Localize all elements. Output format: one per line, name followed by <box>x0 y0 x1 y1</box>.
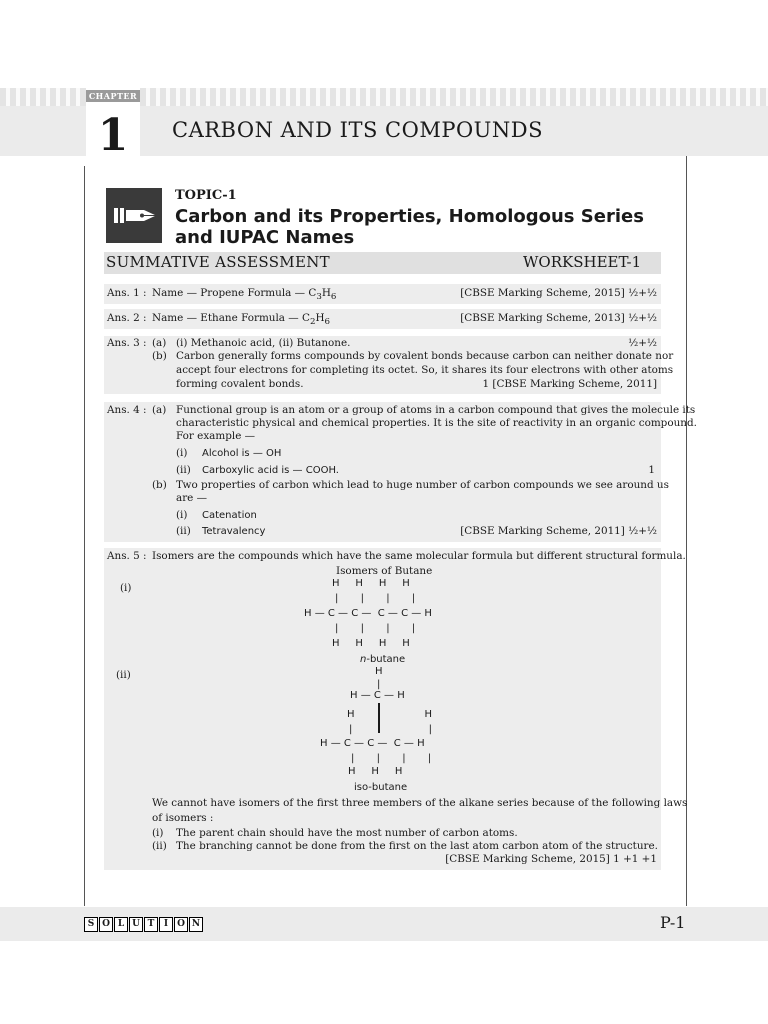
iso-butane-label: iso-butane <box>354 782 408 793</box>
answer-text <box>152 312 330 330</box>
marks: 1 <box>648 464 655 476</box>
answer-text: are — <box>176 492 208 504</box>
formula-part: H <box>315 312 325 324</box>
logo-letter: N <box>189 917 203 932</box>
solution-logo <box>84 917 204 933</box>
marking-ref: 1 [CBSE Marking Scheme, 2011] <box>482 378 657 390</box>
sub-tag: (i) <box>176 509 188 521</box>
structure-bonds: | | | | <box>335 623 416 634</box>
section-title: SUMMATIVE ASSESSMENT <box>106 253 330 271</box>
topic-label: TOPIC-1 <box>175 188 237 203</box>
left-rule <box>84 166 85 906</box>
part-tag: (b) <box>152 479 167 491</box>
answer-1 <box>104 284 661 304</box>
answer-text: Tetravalency <box>202 526 266 537</box>
isomers-title: Isomers of Butane <box>336 565 433 577</box>
structure-bonds: | | | | <box>351 753 432 764</box>
rule-text: The parent chain should have the most number of carbon atoms. <box>176 827 518 839</box>
n-prefix: n <box>360 654 367 665</box>
part-tag: (a) <box>152 337 167 349</box>
structure-bottom-h: H H H H <box>332 638 410 649</box>
chapter-number: 1 <box>97 110 129 161</box>
structure-hch: H — C — H <box>350 690 405 701</box>
structure-chain: H — C — C — C — H <box>320 738 425 749</box>
rule-tag: (ii) <box>152 840 167 852</box>
n-butane-label <box>360 653 405 667</box>
subscript: 6 <box>324 317 331 328</box>
chapter-title: CARBON AND ITS COMPOUNDS <box>172 118 543 142</box>
answer-text: Alcohol is — OH <box>202 448 282 459</box>
logo-letter: O <box>174 917 188 932</box>
answer-2 <box>104 309 661 329</box>
logo-letter: O <box>99 917 113 932</box>
n-butane-name: -butane <box>366 654 406 665</box>
marks: ½+½ <box>628 337 657 349</box>
logo-letter: S <box>84 917 98 932</box>
formula-part: H <box>321 287 331 299</box>
structure-bonds: | | <box>349 724 433 735</box>
answer-text: Carboxylic acid is — COOH. <box>202 465 339 476</box>
answer-text: characteristic physical and chemical properties. It is the site of reactivity in an organic compound. <box>176 417 697 429</box>
logo-letter: T <box>144 917 158 932</box>
structure-bond: | <box>377 679 381 690</box>
logo-letter: I <box>159 917 173 932</box>
answer-label: Ans. 2 : <box>107 312 147 324</box>
sub-tag: (ii) <box>176 525 191 537</box>
topic-title-line1: Carbon and its Properties, Homologous Series <box>175 206 644 227</box>
topic-title <box>175 206 644 248</box>
rule-text: The branching cannot be done from the first on the last atom carbon atom of the structure. <box>176 840 658 852</box>
subscript: 2 <box>309 317 316 328</box>
page-number: P-1 <box>660 913 686 932</box>
marking-ref: [CBSE Marking Scheme, 2015] ½+½ <box>460 287 657 299</box>
answer-text: Isomers are the compounds which have the same molecular formula but different structural formula. <box>152 550 686 562</box>
chapter-label: CHAPTER <box>86 90 140 102</box>
answer-label: Ans. 3 : <box>107 337 147 349</box>
answer-text-main: Name — Ethane Formula — C <box>152 312 310 324</box>
answer-5 <box>104 548 688 870</box>
worksheet-label: WORKSHEET-1 <box>523 253 642 271</box>
note-text: We cannot have isomers of the first three members of the alkane series because of the following laws <box>152 797 688 809</box>
answer-label: Ans. 5 : <box>107 550 147 562</box>
structure-h-row: H H <box>347 709 432 720</box>
answer-label: Ans. 1 : <box>107 287 147 299</box>
part-tag: (a) <box>152 404 167 416</box>
subscript: 3 <box>316 292 322 303</box>
structure-top-h: H H H H <box>332 578 410 589</box>
topic-title-line2: and IUPAC Names <box>175 227 355 248</box>
subscript: 6 <box>330 292 337 303</box>
isomer-tag: (i) <box>120 582 132 594</box>
marking-ref: [CBSE Marking Scheme, 2013] ½+½ <box>460 312 657 324</box>
note-text: of isomers : <box>152 812 214 824</box>
answer-3 <box>104 336 674 394</box>
marking-ref: [CBSE Marking Scheme, 2015] 1 +1 +1 <box>445 853 657 865</box>
answer-label: Ans. 4 : <box>107 404 147 416</box>
answer-text-main: Name — Propene Formula — C <box>152 287 317 299</box>
answer-text: (i) Methanoic acid, (ii) Butanone. <box>176 337 351 349</box>
answer-text: Catenation <box>202 510 257 521</box>
rule-tag: (i) <box>152 827 164 839</box>
structure-bottom-h: H H H <box>348 766 403 777</box>
answer-text: Two properties of carbon which lead to huge number of carbon compounds we see around us <box>176 479 669 491</box>
logo-letter: U <box>129 917 143 932</box>
pen-nib-icon <box>106 188 162 243</box>
answer-text: accept four electrons for completing its octet. So, it shares its four electrons with other atoms <box>176 364 674 376</box>
sub-tag: (i) <box>176 447 188 459</box>
logo-letter: L <box>114 917 128 932</box>
part-tag: (b) <box>152 350 167 362</box>
structure-top-h: H <box>375 666 383 677</box>
answer-text: forming covalent bonds. <box>176 378 304 390</box>
sub-tag: (ii) <box>176 464 191 476</box>
marking-ref: [CBSE Marking Scheme, 2011] ½+½ <box>460 525 657 537</box>
answer-text: Carbon generally forms compounds by covalent bonds because carbon can neither donate nor <box>176 350 674 362</box>
answer-text: Functional group is an atom or a group of atoms in a carbon compound that gives the molecule its <box>176 404 696 416</box>
answer-text: For example — <box>176 430 256 442</box>
structure-bonds: | | | | <box>335 593 416 604</box>
answer-4 <box>104 402 697 542</box>
answer-text <box>152 287 336 305</box>
isomer-tag: (ii) <box>116 669 131 681</box>
right-rule <box>686 156 687 906</box>
structure-chain: H — C — C — C — C — H <box>304 608 432 619</box>
